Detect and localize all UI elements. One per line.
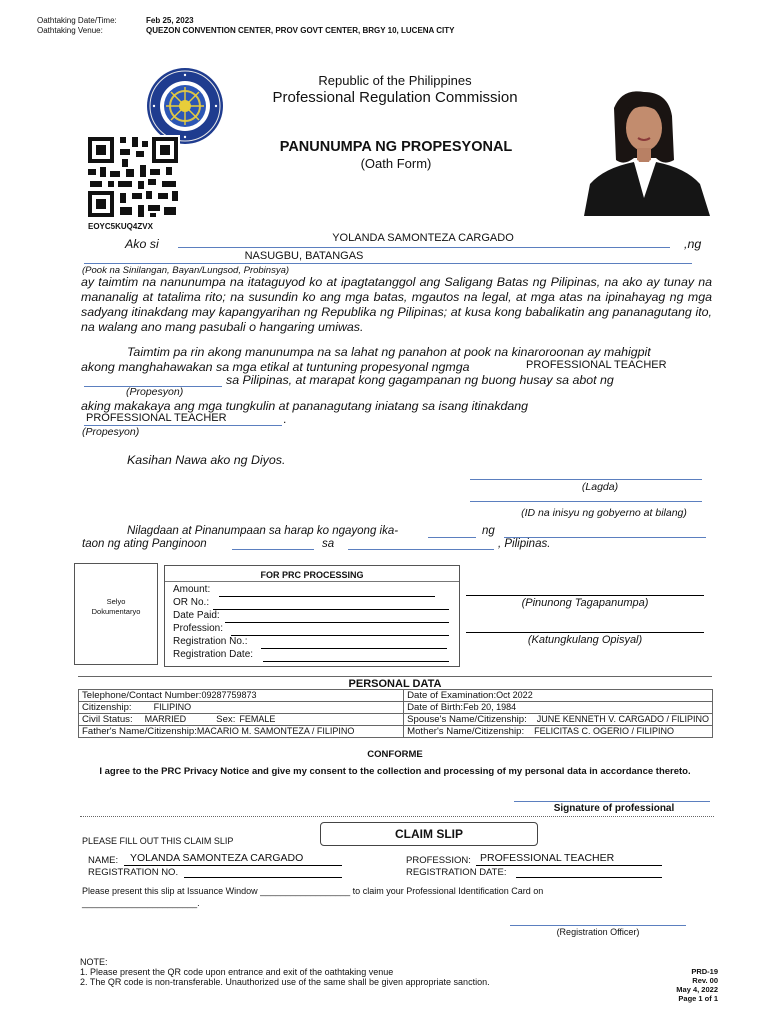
prc-field-amount: Amount: [173, 584, 211, 595]
claim-reg-date-label: REGISTRATION DATE: [406, 867, 507, 878]
oath-paragraph-1: ay taimtim na nanunumpa na itataguyod ko at ipagtatanggol ang Saligang Batas ng Pilipinas, na ako ay tunay na mananalig at tatalima rito; na susundin ko ang mga batas, mgautos na legal, at mga atas na ipinahayag ng mga sadyang itinakdang may kapangyarihan ng Republika ng Pilipinas; at kusa kong babalikatin ang pananagutang ito, na walang ano mang pasubali o hangaring umiwas. [81, 275, 712, 334]
oath-name-line [178, 247, 670, 248]
address-caption: (Pook na Sinilangan, Bayan/Lungsod, Probinsya) [82, 265, 290, 276]
form-title: PANUNUMPA NG PROPESYONAL [279, 139, 513, 155]
ng-suffix: ,ng [684, 237, 702, 251]
id-line [470, 501, 702, 502]
officer-caption: (Registration Officer) [556, 927, 640, 937]
claim-name-value: YOLANDA SAMONTEZA CARGADO [130, 852, 304, 864]
ako-si-label: Ako si [125, 237, 159, 251]
pilipinas-text: , Pilipinas. [498, 538, 551, 550]
present-slip-text-2: _______________________. [82, 898, 200, 908]
prc-field-or-no: OR No.: [173, 597, 210, 608]
ng-text: ng [482, 525, 495, 537]
father-value: MACARIO M. SAMONTEZA / FILIPINO [196, 726, 355, 736]
lagda-caption: (Lagda) [581, 481, 619, 493]
sex-value: FEMALE [239, 714, 276, 724]
oath-header-values [146, 16, 454, 36]
present-slip-text: Please present this slip at Issuance Window __________________ to claim your Professional Identification Card on [82, 886, 544, 896]
kasihan-text: Kasihan Nawa ako ng Diyos. [127, 453, 286, 467]
father-label: Father's Name/Citizenship: [82, 726, 197, 737]
claim-profession-label: PROFESSION: [406, 855, 471, 866]
oath-name-value: YOLANDA SAMONTEZA CARGADO [332, 232, 514, 244]
propesyon-caption-1: (Propesyon) [126, 386, 184, 398]
profile-photo [584, 88, 710, 216]
claim-slip-title: CLAIM SLIP [320, 822, 538, 846]
oathtaking-venue-label: Oathtaking Venue: [37, 26, 103, 35]
claim-profession-value: PROFESSIONAL TEACHER [480, 852, 615, 864]
birth-value: Feb 20, 1984 [463, 702, 517, 712]
selyo-line-1: Selyo [106, 597, 126, 606]
prc-field-date-paid: Date Paid: [173, 610, 220, 621]
prc-field-registration-no: Registration No.: [173, 636, 248, 647]
selyo-box [74, 563, 158, 665]
notes-block [80, 957, 490, 987]
personal-data-row [79, 702, 713, 714]
civil-status-value: MARRIED [144, 714, 187, 724]
form-rev: Rev. 00 [692, 976, 718, 985]
form-page: Page 1 of 1 [678, 994, 718, 1003]
citizenship-value: FILIPINO [153, 702, 192, 712]
citizenship-label: Citizenship: [82, 702, 132, 713]
oath-header [37, 16, 117, 36]
telephone-label: Telephone/Contact Number: [82, 690, 202, 701]
republic-text: Republic of the Philippines [318, 73, 472, 88]
oath-paragraph-2-line-4: aking makakaya ang mga tungkulin at pananagutang iniatang sa isang itinakdang [81, 399, 529, 413]
officer-line [510, 925, 686, 926]
prc-processing-box [164, 565, 460, 667]
lagda-line [470, 479, 702, 480]
mother-label: Mother's Name/Citizenship: [407, 726, 525, 737]
form-subtitle: (Oath Form) [360, 156, 432, 171]
year-line [232, 549, 314, 550]
personal-data-row [79, 714, 713, 726]
personal-data-row [79, 690, 713, 702]
selyo-line-2: Dokumentaryo [91, 607, 141, 616]
signature-caption: Signature of professional [553, 803, 675, 814]
id-caption: (ID na inisyu ng gobyerno at bilang) [521, 507, 687, 519]
oathtaking-date-value: Feb 25, 2023 [146, 16, 194, 25]
personal-data-row [79, 726, 713, 738]
profession-value-2: PROFESSIONAL TEACHER [86, 412, 227, 424]
conforme-title: CONFORME [367, 749, 423, 760]
fill-out-text: PLEASE FILL OUT THIS CLAIM SLIP [82, 836, 234, 846]
katungkulang-line [466, 632, 704, 633]
note-item: 2. The QR code is non-transferable. Unauthorized use of the same shall be given appropriate sanction. [80, 977, 490, 987]
prc-field-registration-date: Registration Date: [173, 649, 254, 660]
commission-text: Professional Regulation Commission [272, 89, 518, 106]
oathtaking-venue-value: QUEZON CONVENTION CENTER, PROV GOVT CENTER, BRGY 10, LUCENA CITY [146, 26, 455, 35]
pinunong-caption: (Pinunong Tagapanumpa) [521, 597, 649, 609]
oath-address-line [84, 263, 692, 264]
oath-paragraph-2-line-1: Taimtim pa rin akong manunumpa na sa lahat ng panahon at pook na kinaroroonan ay mahigpit [127, 345, 651, 359]
form-date: May 4, 2022 [676, 985, 718, 994]
telephone-value: 09287759873 [201, 690, 257, 700]
prc-field-profession: Profession: [173, 623, 224, 634]
cut-line [80, 816, 714, 817]
note-item: 1. Please present the QR code upon entrance and exit of the oathtaking venue [80, 967, 394, 977]
nilagdaan-text: Nilagdaan at Pinanumpaan sa harap ko ngayong ika- [127, 525, 399, 537]
form-code-block [650, 967, 718, 1003]
civil-status-label: Civil Status: [82, 714, 133, 725]
spouse-value: JUNE KENNETH V. CARGADO / FILIPINO [536, 714, 709, 724]
prc-processing-title: FOR PRC PROCESSING [260, 570, 364, 580]
signature-line [514, 801, 710, 802]
oathtaking-date-label: Oathtaking Date/Time: [37, 16, 117, 25]
org-heading [240, 73, 550, 106]
birth-label: Date of Birth: [407, 702, 464, 713]
sex-label: Sex: [216, 714, 236, 725]
propesyon-caption-2: (Propesyon) [82, 426, 140, 438]
notes-title: NOTE: [80, 957, 108, 967]
claim-name-label: NAME: [88, 855, 119, 866]
oath-paragraph-2-line-3: sa Pilipinas, at marapat kong gagampanan ng buong husay sa abot ng [226, 373, 614, 387]
conforme-text: I agree to the PRC Privacy Notice and give my consent to the collection and processing of my personal data in accordance thereto. [99, 766, 691, 777]
katungkulang-caption: (Katungkulang Opisyal) [527, 634, 643, 646]
form-code: PRD-19 [691, 967, 718, 976]
oath-paragraph-2-line-2: akong manghahawakan sa mga etikal at tuntuning propesyonal ngmga [81, 360, 470, 374]
exam-value: Oct 2022 [496, 690, 533, 700]
mother-value: FELICITAS C. OGERIO / FILIPINO [534, 726, 674, 736]
prc-seal-icon [146, 67, 224, 145]
profession-value-1: PROFESSIONAL TEACHER [526, 359, 667, 371]
taon-text: taon ng ating Panginoon [82, 538, 207, 550]
pinunong-line [466, 595, 704, 596]
oath-address-value: NASUGBU, BATANGAS [244, 250, 364, 262]
place-line [348, 549, 494, 550]
day-line [428, 537, 476, 538]
qr-code-id: EOYC5KUQ4ZVX [88, 222, 153, 231]
period-mark: . [283, 412, 287, 426]
claim-reg-no-label: REGISTRATION NO. [88, 867, 179, 878]
personal-data-table [78, 689, 713, 738]
exam-label: Date of Examination: [407, 690, 497, 701]
personal-data-title: PERSONAL DATA [78, 676, 712, 690]
sa-text: sa [322, 538, 335, 550]
qr-code-icon [86, 135, 180, 219]
spouse-label: Spouse's Name/Citizenship: [407, 714, 527, 725]
